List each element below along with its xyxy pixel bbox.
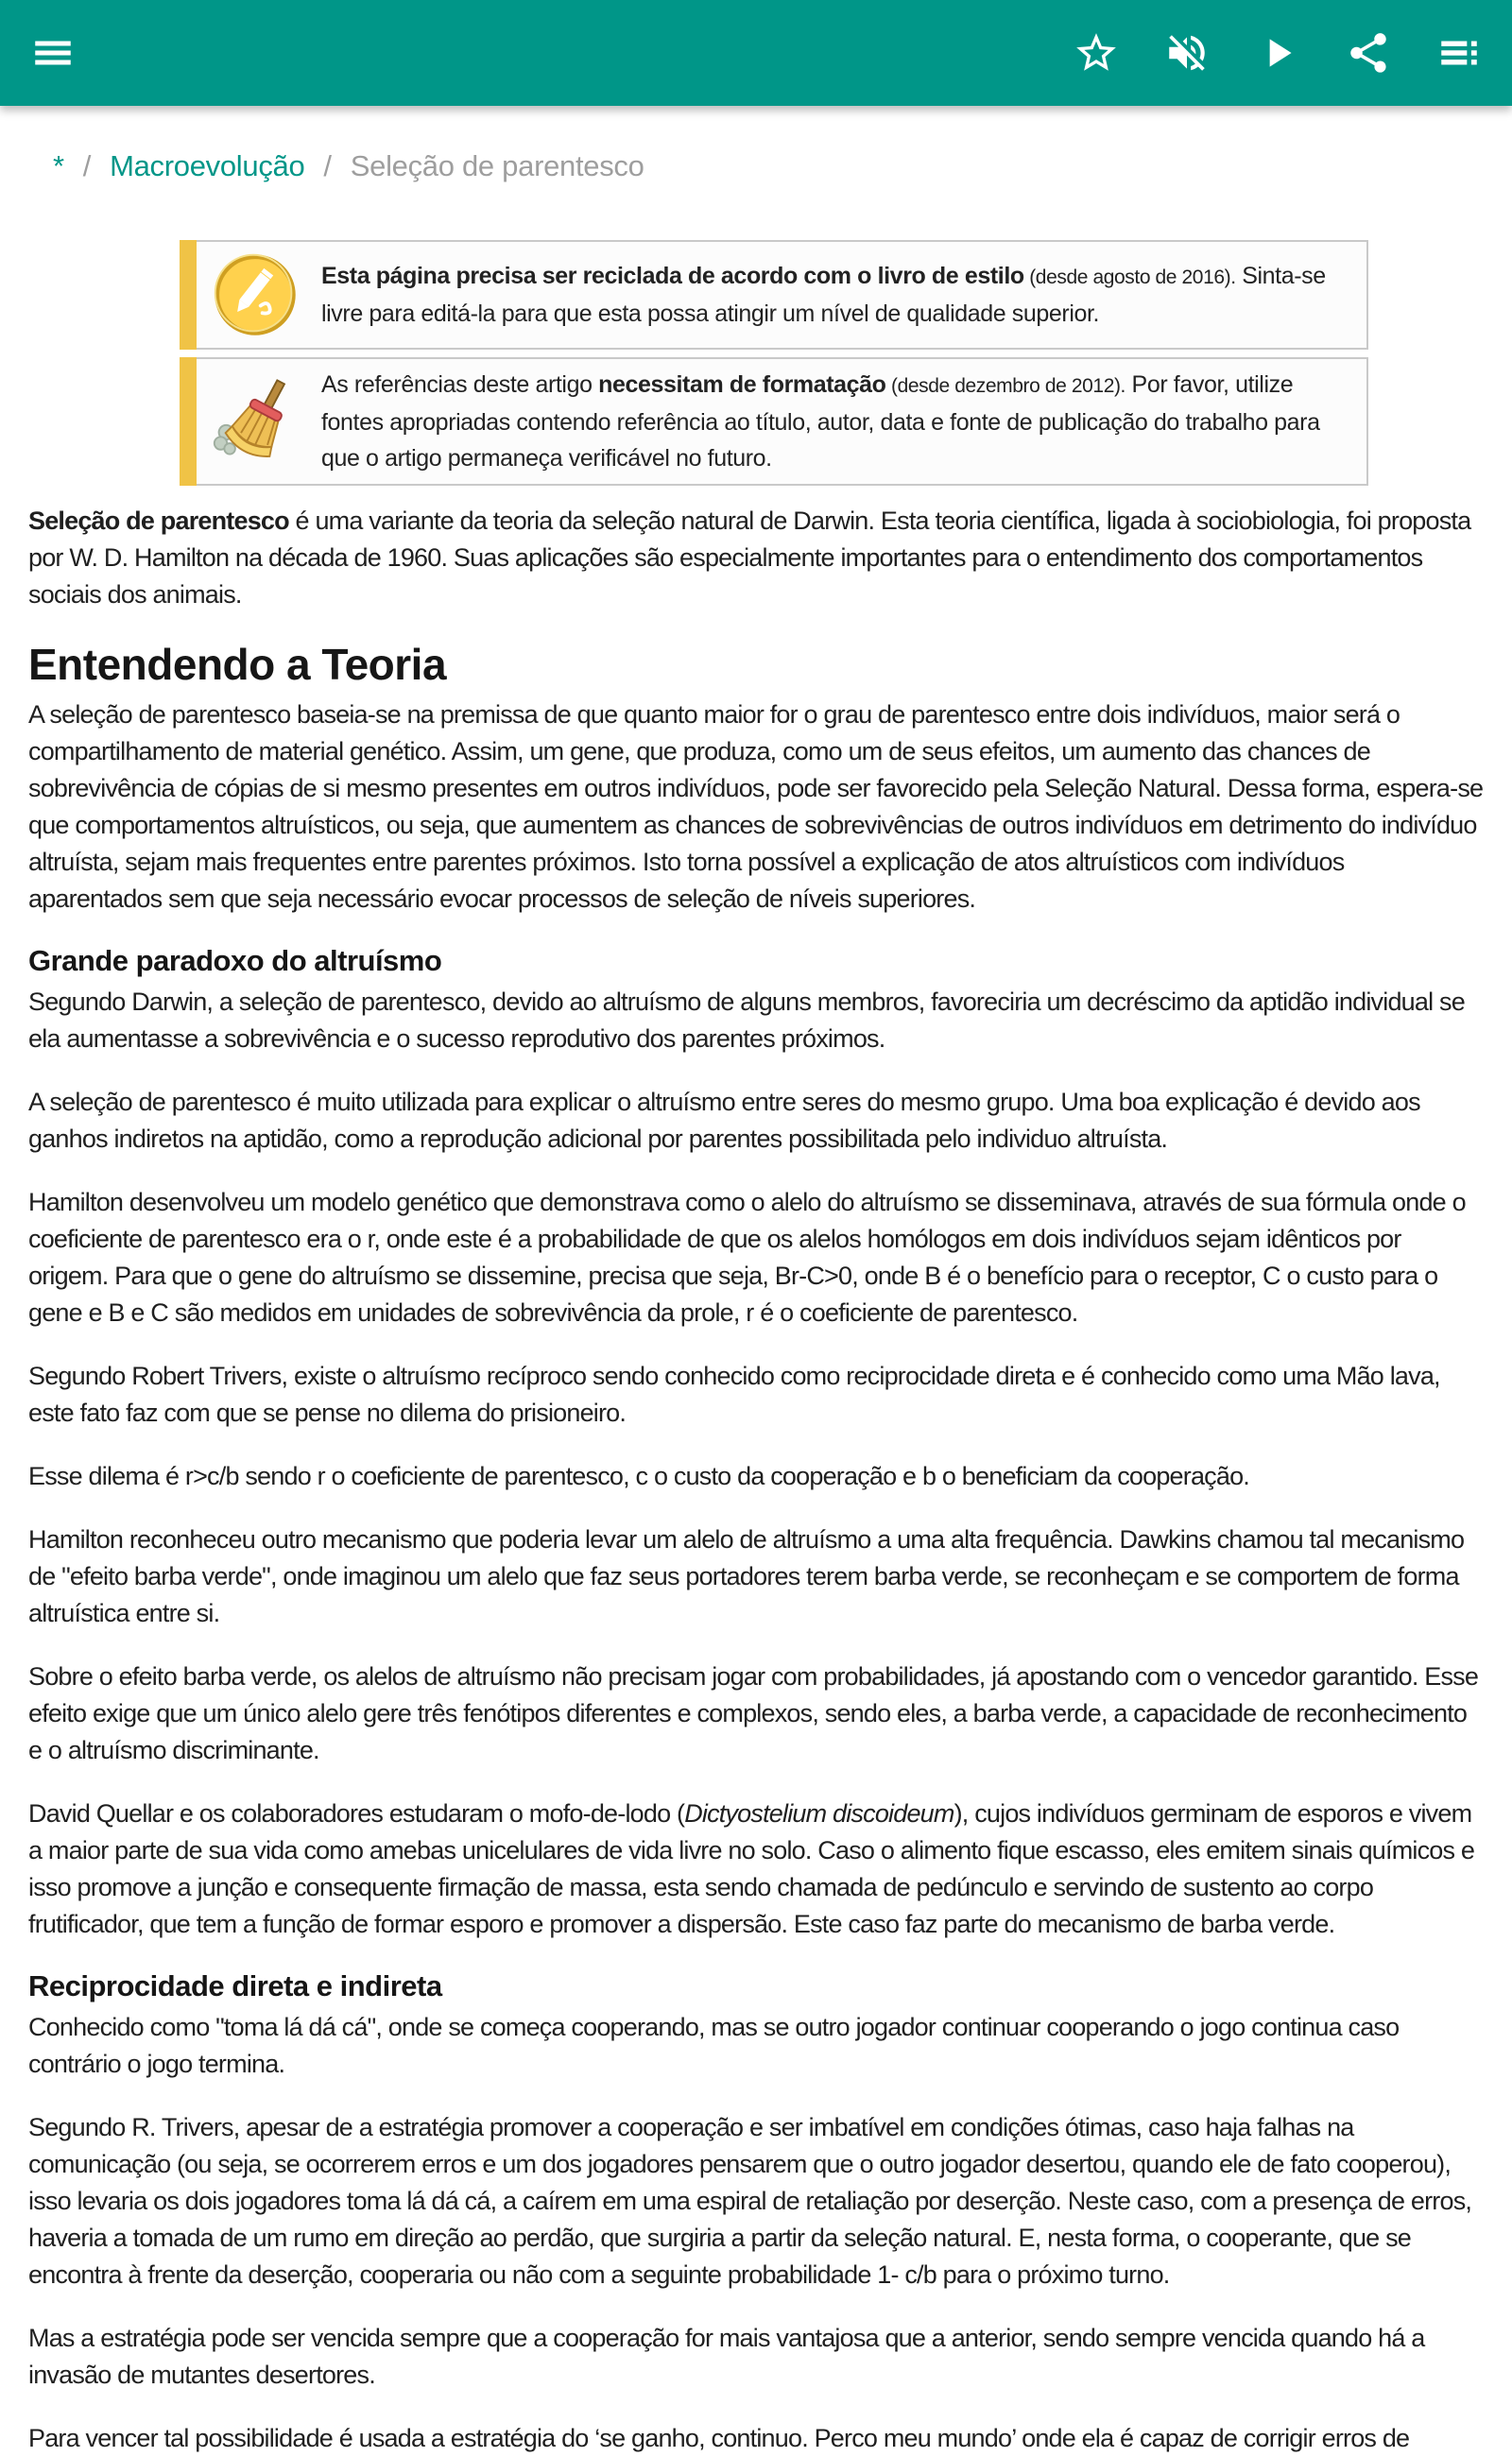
article-content [0, 493, 1512, 2457]
broom-icon [210, 376, 301, 467]
paragraph: A seleção de parentesco é muito utilizada para explicar o altruísmo entre seres do mesmo grupo. Uma boa explicação é devido aos ganhos indiretos na aptidão, como a reprodução adicional por parentes possibilitada pelo individuo altruísta. [28, 1088, 1420, 1153]
recycle-pencil-icon [210, 249, 301, 340]
notice-yellow-bar [180, 357, 197, 486]
maintenance-notices [180, 240, 1368, 486]
paragraph: Sobre o efeito barba verde, os alelos de altruísmo não precisam jogar com probabilidades, já apostando com o vencedor garantido. Esse efeito exige que um único alelo gere três fenótipos diferentes e complexos, sendo eles, a barba verde, a capacidade de reconhecimento e o altruísmo discriminante. [28, 1662, 1479, 1764]
notice-references [180, 357, 1368, 486]
paragraph: Segundo Darwin, a seleção de parentesco, devido ao altruísmo de alguns membros, favoreciria um decréscimo da aptidão individual se ela aumentasse a sobrevivência e o sucesso reprodutivo dos parentes próximos. [28, 988, 1465, 1053]
breadcrumb-root-link[interactable]: * [53, 149, 64, 182]
subsection-heading: Reciprocidade direta e indireta [28, 1969, 442, 2002]
section-heading: Entendendo a Teoria [28, 640, 447, 689]
paragraph: Segundo Robert Trivers, existe o altruísmo recíproco sendo conhecido como reciprocidade direta e é conhecido como uma Mão lava, este fato faz com que se pense no dilema do prisioneiro. [28, 1362, 1440, 1427]
paragraph: Esse dilema é r>c/b sendo r o coeficiente de parentesco, c o custo da cooperação e b o beneficiam da cooperação. [28, 1462, 1250, 1490]
paragraph: Hamilton desenvolveu um modelo genético que demonstrava como o alelo do altruísmo se disseminava, através de sua fórmula onde o coeficiente de parentesco era o r, onde este é a probabilidade de que os alelos homólogos em dois indivíduos sejam idênticos por origem. Para que o gene do altruísmo se dissemine, precisa que seja, Br-C>0, onde B é o benefício para o receptor, C o custo para o gene e B e C são medidos em unidades de sobrevivência da prole, r é o coeficiente de parentesco. [28, 1188, 1466, 1327]
paragraph: Hamilton reconheceu outro mecanismo que poderia levar um alelo de altruísmo a uma alta frequência. Dawkins chamou tal mecanismo de "efeito barba verde", onde imaginou um alelo que faz seus portadores terem barba verde, se reconheçam e se comportem de forma altruística entre si. [28, 1525, 1465, 1627]
lead-paragraph: Seleção de parentesco é uma variante da teoria da seleção natural de Darwin. Esta teoria científica, ligada à sociobiologia, foi proposta por W. D. Hamilton na década de 1960. Suas aplicações são especialmente importantes para o entendimento dos comportamentos sociais dos animais. [28, 507, 1471, 609]
breadcrumb-separator: / [323, 149, 332, 182]
notice-text: Esta página precisa ser reciclada de acordo com o livro de estilo (desde agosto de 2016). Sinta-se livre para editá-la para que esta possa atingir um nível de qualidade superior. [321, 263, 1326, 327]
paragraph: Para vencer tal possibilidade é usada a estratégia do ‘se ganho, continuo. Perco meu mundo’ onde ela é capaz de corrigir erros de [28, 2424, 1410, 2452]
notice-text: As referências deste artigo necessitam de formatação (desde dezembro de 2012). Por favor, utilize fontes apropriadas contendo referência ao título, autor, data e fonte de publicação do trabalho para que o artigo permaneça verificável no futuro. [321, 371, 1320, 472]
breadcrumb-current-page: Seleção de parentesco [350, 149, 644, 182]
paragraph: David Quellar e os colaboradores estudaram o mofo-de-lodo (Dictyostelium discoideum), cujos indivíduos germinam de esporos e vivem a maior parte de sua vida como amebas unicelulares de vida livre no solo. Caso o alimento fique escasso, eles emitem sinais químicos e isso promove a junção e consequente firmação de massa, esta sendo chamada de pedúnculo e servindo de sustento ao corpo frutificador, que tem a função de formar esporo e promover a dispersão. Este caso faz parte do mecanismo de barba verde. [28, 1799, 1475, 1938]
list-icon[interactable] [1435, 28, 1484, 77]
share-icon[interactable] [1344, 28, 1393, 77]
notice-yellow-bar [180, 240, 197, 350]
star-outline-icon[interactable] [1072, 28, 1121, 77]
notice-body [197, 240, 1368, 350]
paragraph: Mas a estratégia pode ser vencida sempre que a cooperação for mais vantajosa que a anterior, sendo sempre vencida quando há a invasão de mutantes desertores. [28, 2324, 1425, 2389]
app-bar [0, 0, 1512, 106]
play-icon[interactable] [1253, 28, 1302, 77]
volume-off-icon[interactable] [1162, 28, 1211, 77]
paragraph: Segundo R. Trivers, apesar de a estratégia promover a cooperação e ser imbatível em condições ótimas, caso haja falhas na comunicação (ou seja, se ocorrerem erros e um dos jogadores pensarem que o outro jogador desertou, quando ele de fato cooperou), isso levaria os dois jogadores toma lá dá cá, a caírem em uma espiral de retaliação por deserção. Neste caso, com a presença de erros, haveria a tomada de um rumo em direção ao perdão, que surgiria a partir da seleção natural. E, nesta forma, o cooperante, que se encontra à frente da deserção, cooperaria ou não com a seguinte probabilidade 1- c/b para o próximo turno. [28, 2113, 1472, 2289]
breadcrumb [0, 106, 1512, 183]
breadcrumb-separator: / [82, 149, 92, 182]
notice-body [197, 357, 1368, 486]
notice-recycle [180, 240, 1368, 350]
menu-icon[interactable] [28, 28, 77, 77]
paragraph: A seleção de parentesco baseia-se na premissa de que quanto maior for o grau de parentesco entre dois indivíduos, maior será o compartilhamento de material genético. Assim, um gene, que produza, como um de seus efeitos, um aumento das chances de sobrevivência de cópias de si mesmo presentes em outros indivíduos, pode ser favorecido pela Seleção Natural. Dessa forma, espera-se que comportamentos altruísticos, ou seja, que aumentem as chances de sobrevivências de outros indivíduos em detrimento do indivíduo altruísta, sejam mais frequentes entre parentes próximos. Isto torna possível a explicação de atos altruísticos com indivíduos aparentados sem que seja necessário evocar processos de seleção de níveis superiores. [28, 700, 1484, 913]
paragraph: Conhecido como "toma lá dá cá", onde se começa cooperando, mas se outro jogador continuar cooperando o jogo continua caso contrário o jogo termina. [28, 2013, 1400, 2078]
subsection-heading: Grande paradoxo do altruísmo [28, 944, 442, 977]
breadcrumb-category-link[interactable]: Macroevolução [110, 149, 305, 182]
